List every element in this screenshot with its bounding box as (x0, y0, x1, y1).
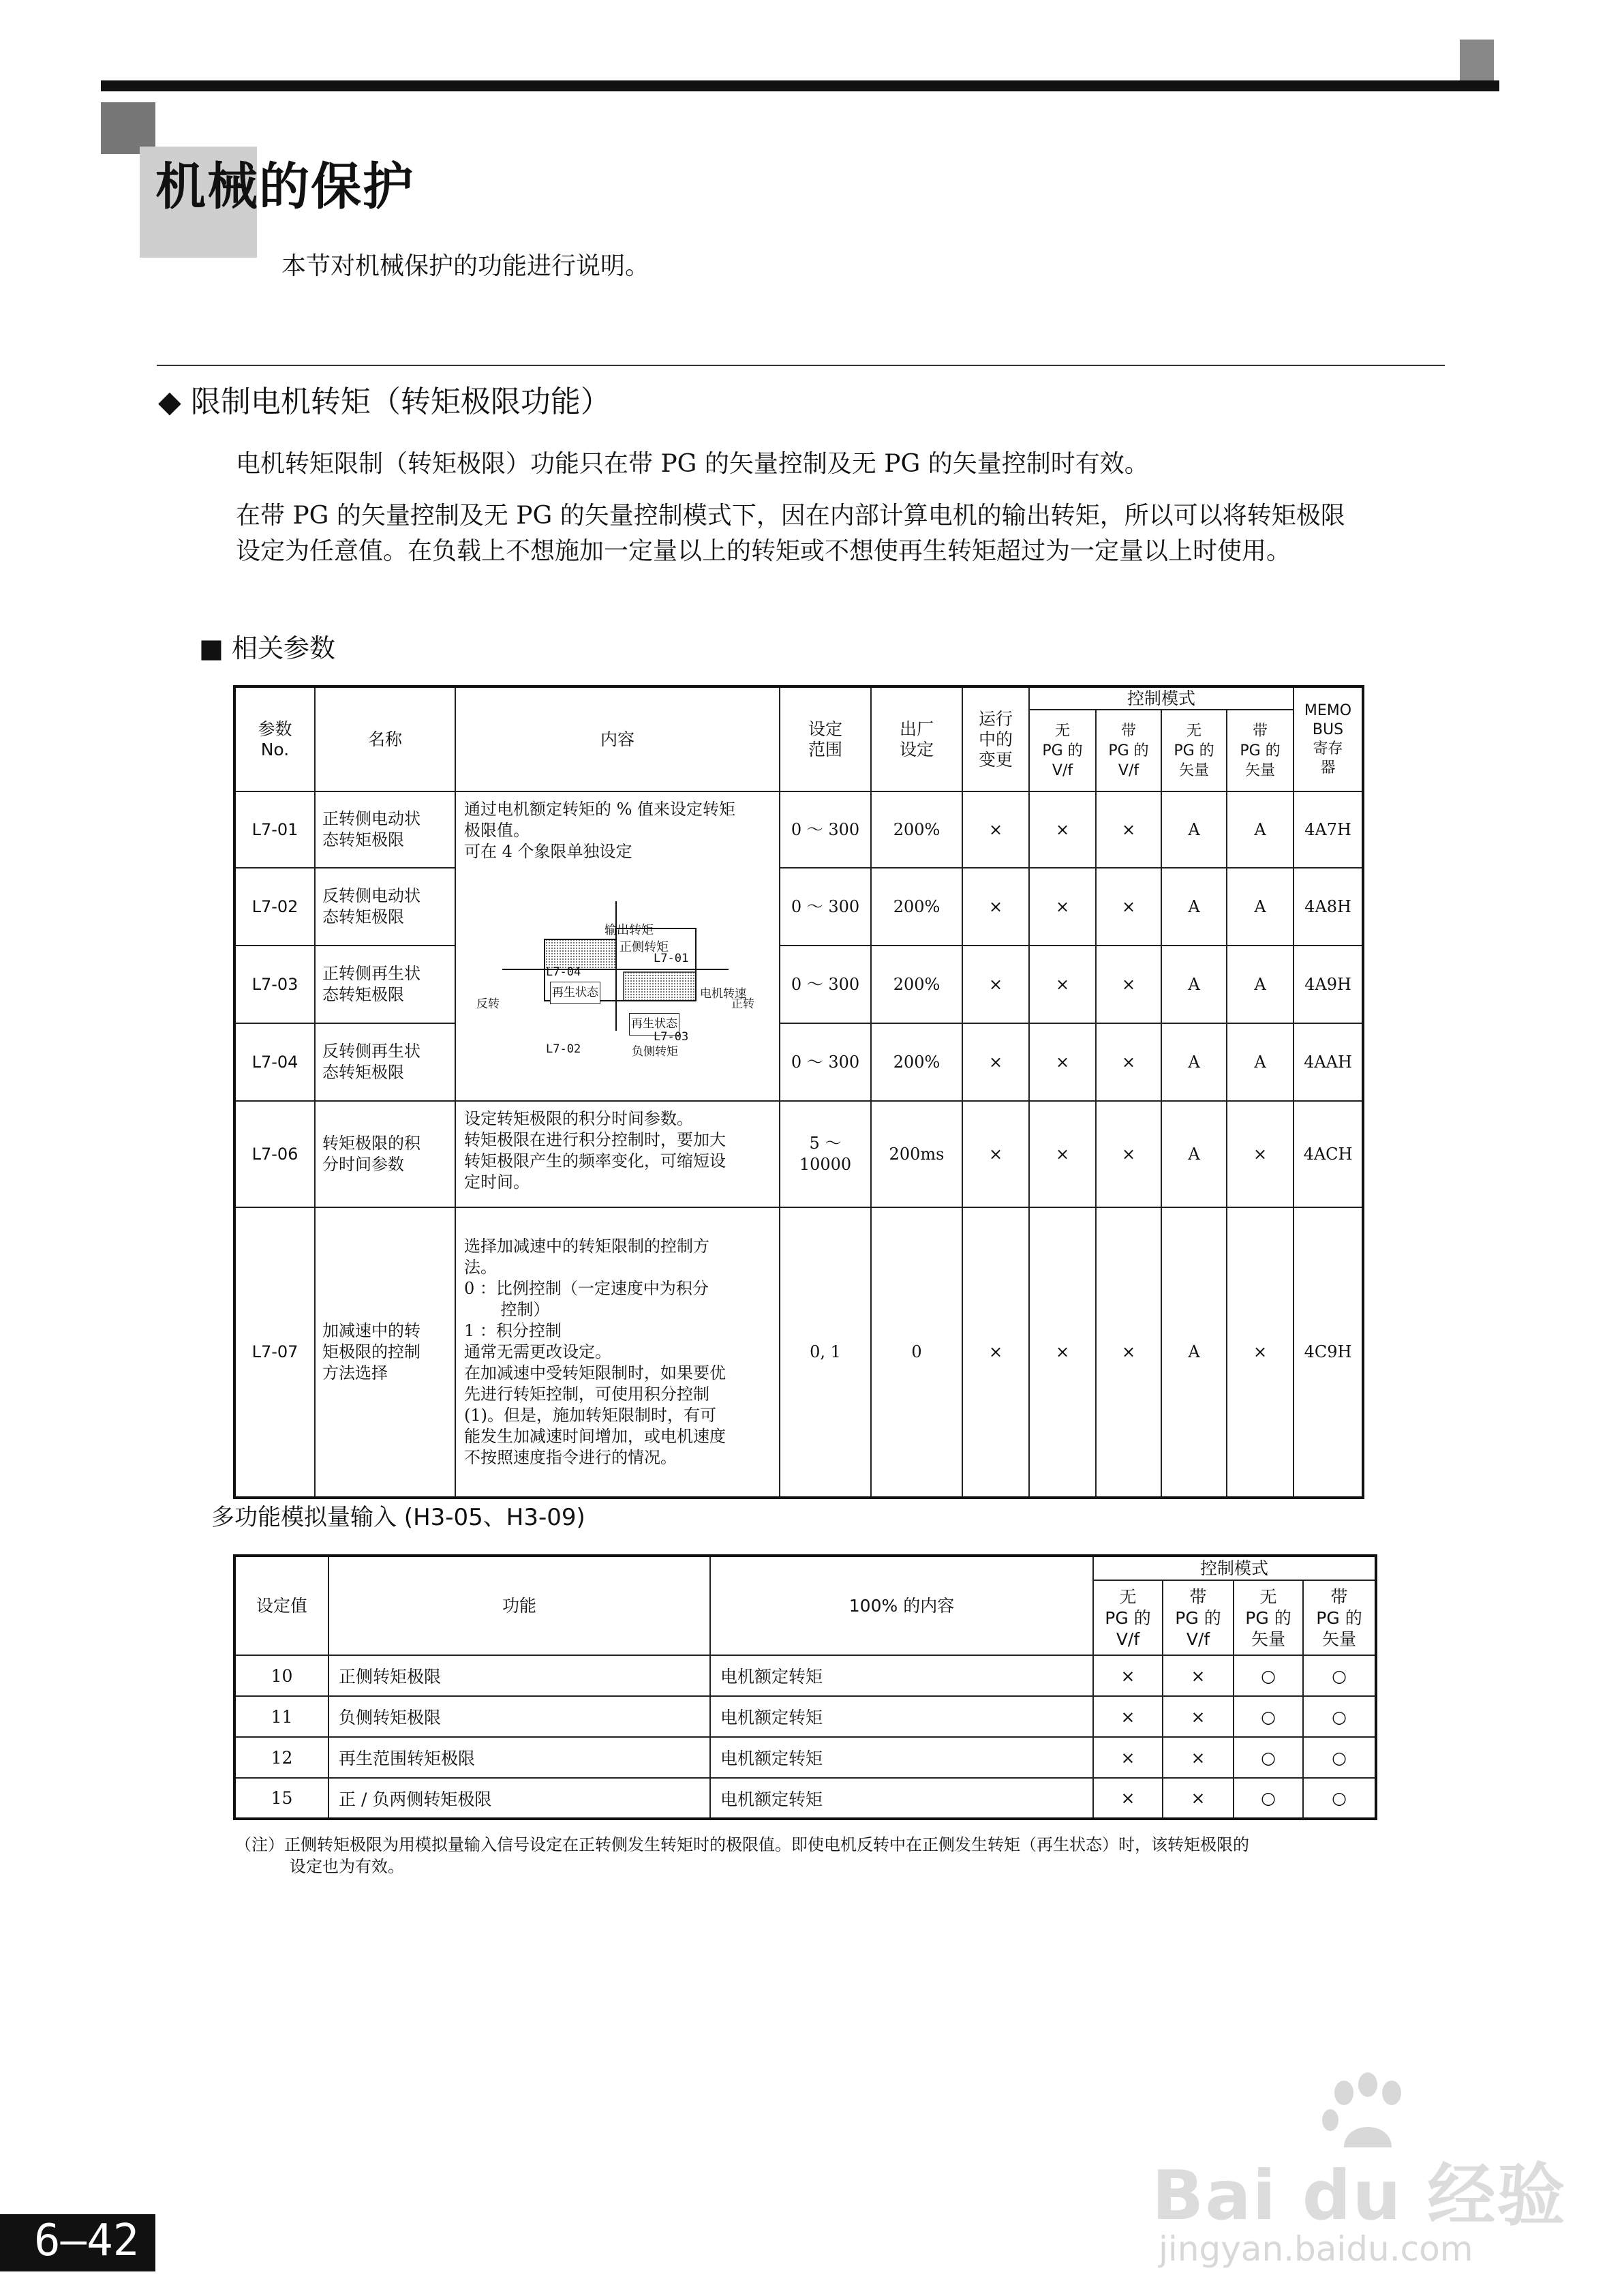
param-range: 0 ～ 300 (780, 791, 871, 868)
diagram-forward-torque: 正侧转矩 (619, 940, 669, 954)
param-content: 设定转矩极限的积分时间参数。 转矩极限在进行积分控制时，要加大 转矩极限产生的频率变化，可缩短设 定时间。 (455, 1101, 780, 1207)
header-corner-block (1460, 40, 1494, 80)
analog-mode-4: ○ (1303, 1655, 1376, 1696)
param-name: 加减速中的转 矩极限的控制 方法选择 (315, 1207, 455, 1498)
analog-mode-4: ○ (1303, 1737, 1376, 1778)
analog-header-function: 功能 (328, 1556, 710, 1655)
header-mode-1: 无 PG 的 V/f (1029, 710, 1096, 791)
analog-content: 电机额定转矩 (710, 1696, 1093, 1737)
param-range: 0 ～ 300 (780, 946, 871, 1023)
param-mode-1: × (1029, 791, 1096, 868)
param-register: 4A9H (1294, 946, 1363, 1023)
param-default: 0 (871, 1207, 962, 1498)
intro-text: 本节对机械保护的功能进行说明。 (281, 252, 650, 280)
page-number: 6–42 (34, 2216, 140, 2266)
param-mode-2: × (1096, 868, 1161, 946)
param-runtime: × (962, 1101, 1029, 1207)
diagram-l7-01: L7-01 (654, 952, 689, 965)
analog-mode-1: × (1093, 1737, 1163, 1778)
table-row (234, 1696, 1376, 1737)
param-mode-1: × (1029, 1023, 1096, 1101)
analog-value: 10 (234, 1655, 328, 1696)
analog-header-control-mode: 控制模式 (1093, 1556, 1376, 1580)
param-register: 4ACH (1294, 1101, 1363, 1207)
analog-mode-3: ○ (1234, 1778, 1303, 1819)
diagram-output-torque: 输出转矩 (605, 923, 654, 937)
param-runtime: × (962, 946, 1029, 1023)
param-no: L7-06 (234, 1101, 315, 1207)
param-no: L7-03 (234, 946, 315, 1023)
analog-header-mode-2: 带 PG 的 V/f (1163, 1580, 1234, 1655)
param-default: 200ms (871, 1101, 962, 1207)
params-table (233, 685, 1364, 1499)
analog-content: 电机额定转矩 (710, 1778, 1093, 1819)
param-mode-2: × (1096, 1023, 1161, 1101)
analog-value: 11 (234, 1696, 328, 1737)
analog-mode-1: × (1093, 1655, 1163, 1696)
analog-function: 正侧转矩极限 (328, 1655, 710, 1696)
param-register: 4AAH (1294, 1023, 1363, 1101)
table-row (234, 1655, 1376, 1696)
analog-mode-4: ○ (1303, 1778, 1376, 1819)
diagram-motor-speed: 电机转速 (700, 987, 746, 1001)
analog-mode-1: × (1093, 1696, 1163, 1737)
header-content: 内容 (455, 686, 780, 791)
param-default: 200% (871, 791, 962, 868)
param-mode-2: × (1096, 946, 1161, 1023)
header-memobus: MEMO BUS 寄存 器 (1294, 686, 1363, 791)
analog-heading: 多功能模拟量输入 (H3-05、H3-09) (211, 1504, 585, 1531)
section-rule (157, 365, 1445, 366)
param-no: L7-07 (234, 1207, 315, 1498)
analog-mode-3: ○ (1234, 1655, 1303, 1696)
note-line-2: 设定也为有效。 (290, 1857, 404, 1876)
analog-mode-2: × (1163, 1696, 1234, 1737)
param-mode-4: × (1227, 1207, 1294, 1498)
watermark-brand: Bai du 经验 (1152, 2156, 1567, 2235)
analog-header-setting: 设定值 (234, 1556, 328, 1655)
param-mode-1: × (1029, 946, 1096, 1023)
param-mode-2: × (1096, 1207, 1161, 1498)
header-param: 参数 No. (234, 686, 315, 791)
param-register: 4A7H (1294, 791, 1363, 868)
param-no: L7-02 (234, 868, 315, 946)
diagram-forward: 正转 (731, 997, 754, 1011)
param-mode-3: A (1161, 868, 1227, 946)
diagram-l7-03: L7-03 (654, 1030, 689, 1044)
header-default: 出厂 设定 (871, 686, 962, 791)
paragraph-2-line-1: 在带 PG 的矢量控制及无 PG 的矢量控制模式下，因在内部计算电机的输出转矩，所以可以将转矩极限 (236, 502, 1345, 530)
param-range: 5 ～ 10000 (780, 1101, 871, 1207)
param-range: 0 ～ 300 (780, 1023, 871, 1101)
analog-mode-3: ○ (1234, 1696, 1303, 1737)
table-row (234, 1101, 1363, 1207)
param-runtime: × (962, 868, 1029, 946)
analog-mode-4: ○ (1303, 1696, 1376, 1737)
param-name: 反转侧电动状 态转矩极限 (315, 868, 455, 946)
param-default: 200% (871, 1023, 962, 1101)
analog-value: 12 (234, 1737, 328, 1778)
param-no: L7-01 (234, 791, 315, 868)
diagram-regen-1: 再生状态 (550, 982, 600, 1004)
param-range: 0 ～ 300 (780, 868, 871, 946)
torque-quadrant-diagram (470, 888, 763, 1044)
paragraph-1: 电机转矩限制（转矩极限）功能只在带 PG 的矢量控制及无 PG 的矢量控制时有效。 (236, 450, 1149, 478)
diagram-negative-torque: 负侧转矩 (632, 1045, 678, 1059)
analog-function: 负侧转矩极限 (328, 1696, 710, 1737)
header-rule (101, 80, 1499, 91)
diagram-l7-02: L7-02 (546, 1042, 581, 1056)
param-mode-3: A (1161, 946, 1227, 1023)
paragraph-2-line-2: 设定为任意值。在负载上不想施加一定量以上的转矩或不想使再生转矩超过为一定量以上时使用。 (236, 537, 1291, 565)
param-name: 正转侧再生状 态转矩极限 (315, 946, 455, 1023)
param-name: 正转侧电动状 态转矩极限 (315, 791, 455, 868)
analog-header-mode-4: 带 PG 的 矢量 (1303, 1580, 1376, 1655)
param-default: 200% (871, 868, 962, 946)
param-runtime: × (962, 1207, 1029, 1498)
param-content: 选择加减速中的转矩限制的控制方 法。 0 ：比例控制（一定速度中为积分 控制） 1 ：积分控制 通常无需更改设定。 在加减速中受转矩限制时，如果要优 先进行转矩控制，可使用积分控制 (1)。但是，施加转矩限制时，有可 能发生加减速时间增加，或电机速度 不按照速度指令进行的情况。 (455, 1207, 780, 1498)
table-row (234, 1023, 1363, 1101)
param-register: 4C9H (1294, 1207, 1363, 1498)
note-line-1: （注）正侧转矩极限为用模拟量输入信号设定在正转侧发生转矩时的极限值。即使电机反转中在正侧发生转矩（再生状态）时，该转矩极限的 (235, 1835, 1249, 1854)
analog-content: 电机额定转矩 (710, 1737, 1093, 1778)
analog-mode-2: × (1163, 1778, 1234, 1819)
page-title: 机械的保护 (155, 157, 414, 216)
section-heading: ◆ 限制电机转矩（转矩极限功能） (158, 384, 611, 419)
header-mode-3: 无 PG 的 矢量 (1161, 710, 1227, 791)
param-mode-4: × (1227, 1101, 1294, 1207)
param-mode-4: A (1227, 1023, 1294, 1101)
param-name: 转矩极限的积 分时间参数 (315, 1101, 455, 1207)
table-row (234, 791, 1363, 868)
header-range: 设定 范围 (780, 686, 871, 791)
param-mode-2: × (1096, 1101, 1161, 1207)
table-row (234, 1778, 1376, 1819)
param-mode-4: A (1227, 791, 1294, 868)
param-mode-1: × (1029, 1207, 1096, 1498)
analog-mode-2: × (1163, 1737, 1234, 1778)
header-mode-4: 带 PG 的 矢量 (1227, 710, 1294, 791)
param-mode-3: A (1161, 1101, 1227, 1207)
param-mode-3: A (1161, 1207, 1227, 1498)
param-mode-3: A (1161, 791, 1227, 868)
header-control-mode: 控制模式 (1029, 686, 1294, 710)
param-mode-1: × (1029, 1101, 1096, 1207)
param-no: L7-04 (234, 1023, 315, 1101)
param-mode-4: A (1227, 946, 1294, 1023)
analog-header-mode-3: 无 PG 的 矢量 (1234, 1580, 1303, 1655)
param-runtime: × (962, 791, 1029, 868)
params-heading: ■ 相关参数 (199, 633, 335, 663)
analog-table (233, 1554, 1377, 1820)
analog-value: 15 (234, 1778, 328, 1819)
param-mode-3: A (1161, 1023, 1227, 1101)
analog-mode-2: × (1163, 1655, 1234, 1696)
param-mode-2: × (1096, 791, 1161, 868)
diagram-reverse: 反转 (476, 997, 500, 1011)
header-mode-2: 带 PG 的 V/f (1096, 710, 1161, 791)
param-default: 200% (871, 946, 962, 1023)
param-register: 4A8H (1294, 868, 1363, 946)
table-row (234, 868, 1363, 946)
analog-header-content: 100% 的内容 (710, 1556, 1093, 1655)
analog-mode-3: ○ (1234, 1737, 1303, 1778)
table-row (234, 946, 1363, 1023)
analog-content: 电机额定转矩 (710, 1655, 1093, 1696)
analog-function: 正 / 负两侧转矩极限 (328, 1778, 710, 1819)
header-runtime: 运行 中的 变更 (962, 686, 1029, 791)
param-mode-1: × (1029, 868, 1096, 946)
header-name: 名称 (315, 686, 455, 791)
watermark-url: jingyan.baidu.com (1159, 2229, 1473, 2269)
param-name: 反转侧再生状 态转矩极限 (315, 1023, 455, 1101)
diagram-regen-2: 再生状态 (629, 1013, 679, 1036)
param-content-shared: 通过电机额定转矩的 % 值来设定转矩 极限值。 可在 4 个象限单独设定 输出转矩 正侧转矩 L7-01 L7-04 再生状态 电机转速 反转 正转 再生状态 L7-03 L7-02 负侧转矩 (455, 791, 780, 1101)
param-mode-4: A (1227, 868, 1294, 946)
table-row (234, 1737, 1376, 1778)
param-runtime: × (962, 1023, 1029, 1101)
analog-mode-1: × (1093, 1778, 1163, 1819)
analog-function: 再生范围转矩极限 (328, 1737, 710, 1778)
param-range: 0, 1 (780, 1207, 871, 1498)
diagram-l7-04: L7-04 (546, 965, 581, 979)
table-row (234, 1207, 1363, 1498)
analog-header-mode-1: 无 PG 的 V/f (1093, 1580, 1163, 1655)
